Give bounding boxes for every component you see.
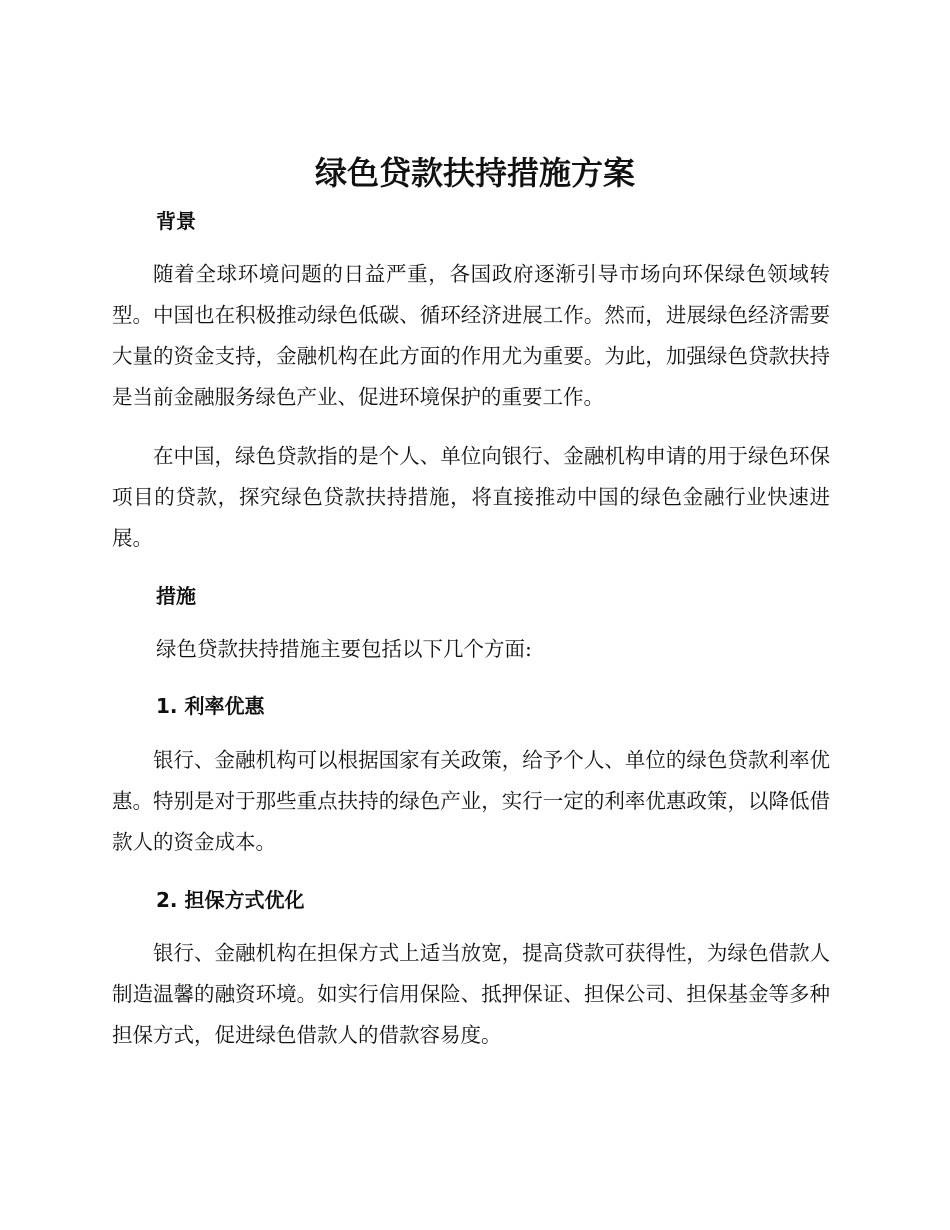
measure-text-guarantee: 银行、金融机构在担保方式上适当放宽，提高贷款可获得性，为绿色借款人制造温馨的融资环境。如实行信用保险、抵押保证、担保公司、担保基金等多种担保方式，促进绿色借款人的借款容易度。 — [112, 941, 830, 1047]
measure-heading-guarantee: 2. 担保方式优化 — [156, 888, 305, 912]
measure-text-interest-rate: 银行、金融机构可以根据国家有关政策，给予个人、单位的绿色贷款利率优惠。特别是对于那些重点扶持的绿色产业，实行一定的利率优惠政策，以降低借款人的资金成本。 — [112, 748, 830, 854]
background-paragraph-2: 在中国，绿色贷款指的是个人、单位向银行、金融机构申请的用于绿色环保项目的贷款，探究绿色贷款扶持措施，将直接推动中国的绿色金融行业快速进展。 — [112, 444, 830, 550]
document-title: 绿色贷款扶持措施方案 — [314, 154, 635, 192]
section-heading-measures: 措施 — [156, 584, 196, 608]
background-paragraph-1: 随着全球环境问题的日益严重，各国政府逐渐引导市场向环保绿色领域转型。中国也在积极推动绿色低碳、循环经济进展工作。然而，进展绿色经济需要大量的资金支持，金融机构在此方面的作用尤为重要。为此，加强绿色贷款扶持是当前金融服务绿色产业、促进环境保护的重要工作。 — [112, 262, 830, 409]
measures-intro: 绿色贷款扶持措施主要包括以下几个方面: — [156, 637, 532, 661]
section-heading-background: 背景 — [156, 209, 196, 233]
measure-heading-interest-rate: 1. 利率优惠 — [156, 694, 265, 718]
